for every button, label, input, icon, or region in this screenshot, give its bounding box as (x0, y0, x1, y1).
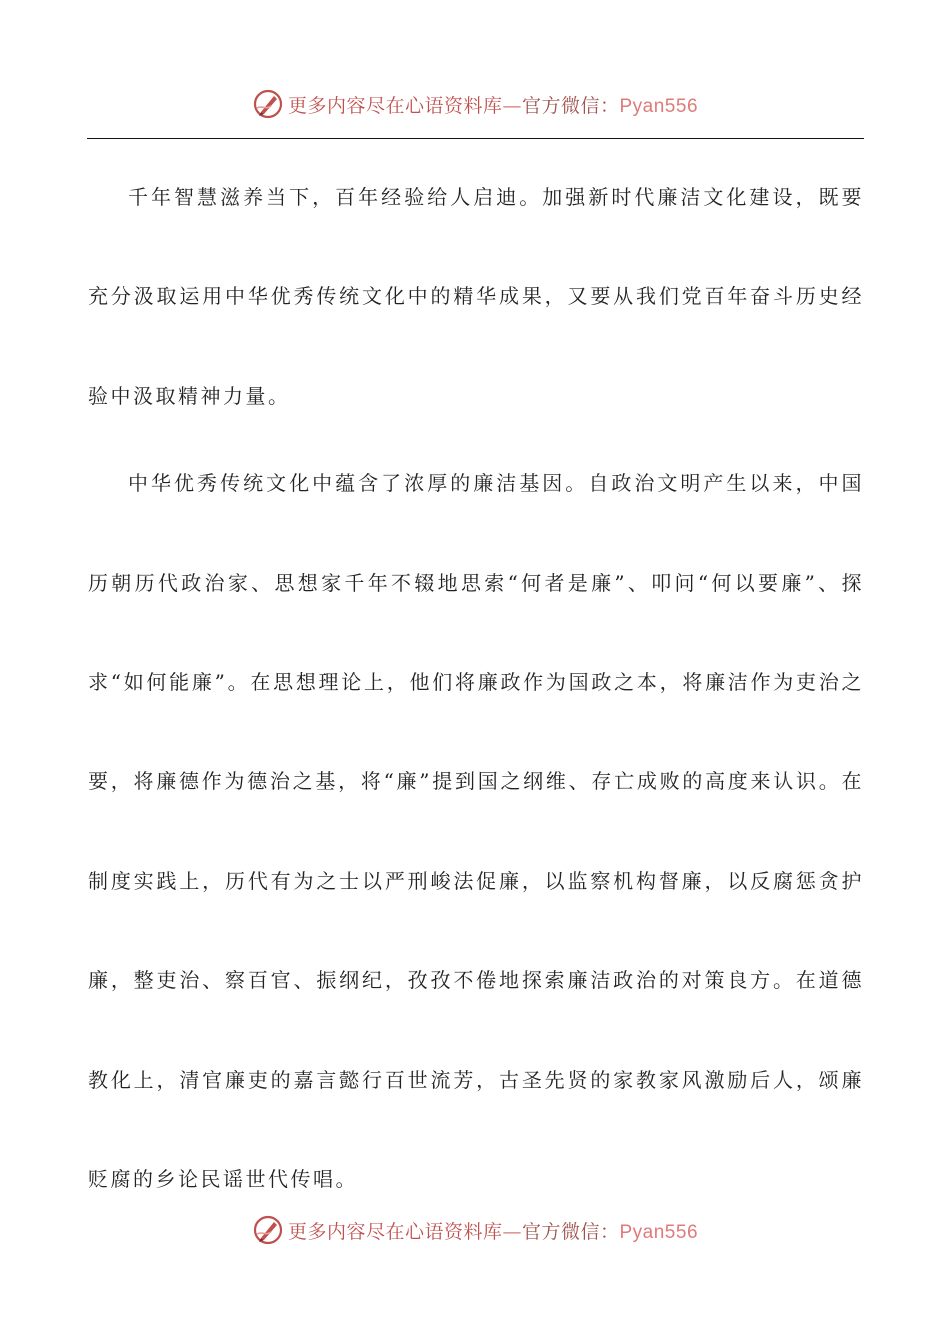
paragraph-1: 千年智慧滋养当下，百年经验给人启迪。加强新时代廉洁文化建设，既要充分汲取运用中华优秀传统文化中的精华成果，又要从我们党百年奋斗历史经验中汲取精神力量。 (88, 185, 864, 408)
banner-title: 更多内容尽在心语资料库 (287, 94, 503, 117)
footer-banner (0, 1210, 950, 1250)
banner-label: 官方微信： (521, 94, 620, 117)
pen-logo-icon (252, 88, 284, 120)
banner-label: 官方微信： (521, 1220, 620, 1243)
banner-separator: — (502, 1220, 522, 1243)
banner-text (288, 91, 698, 118)
banner-separator: — (502, 94, 522, 117)
banner-title: 更多内容尽在心语资料库 (287, 1220, 503, 1243)
document-body (88, 148, 864, 1229)
banner-text (288, 1217, 698, 1244)
banner-wechat-id: Pyan556 (619, 95, 699, 117)
header-rule (87, 138, 864, 139)
header-banner (0, 84, 950, 124)
pen-logo-icon (252, 1214, 284, 1246)
banner-wechat-id: Pyan556 (619, 1221, 699, 1243)
paragraph-2: 中华优秀传统文化中蕴含了浓厚的廉洁基因。自政治文明产生以来，中国历朝历代政治家、思想家千年不辍地思索“何者是廉”、叩问“何以要廉”、探求“如何能廉”。在思想理论上，他们将廉政作为国政之本，将廉洁作为吏治之要，将廉德作为德治之基，将“廉”提到国之纲维、存亡成败的高度来认识。在制度实践上，历代有为之士以严刑峻法促廉，以监察机构督廉，以反腐惩贪护廉，整吏治、察百官、振纲纪，孜孜不倦地探索廉洁政治的对策良方。在道德教化上，清官廉吏的嘉言懿行百世流芳，古圣先贤的家教家风激励后人，颂廉贬腐的乡论民谣世代传唱。 (88, 471, 864, 1192)
